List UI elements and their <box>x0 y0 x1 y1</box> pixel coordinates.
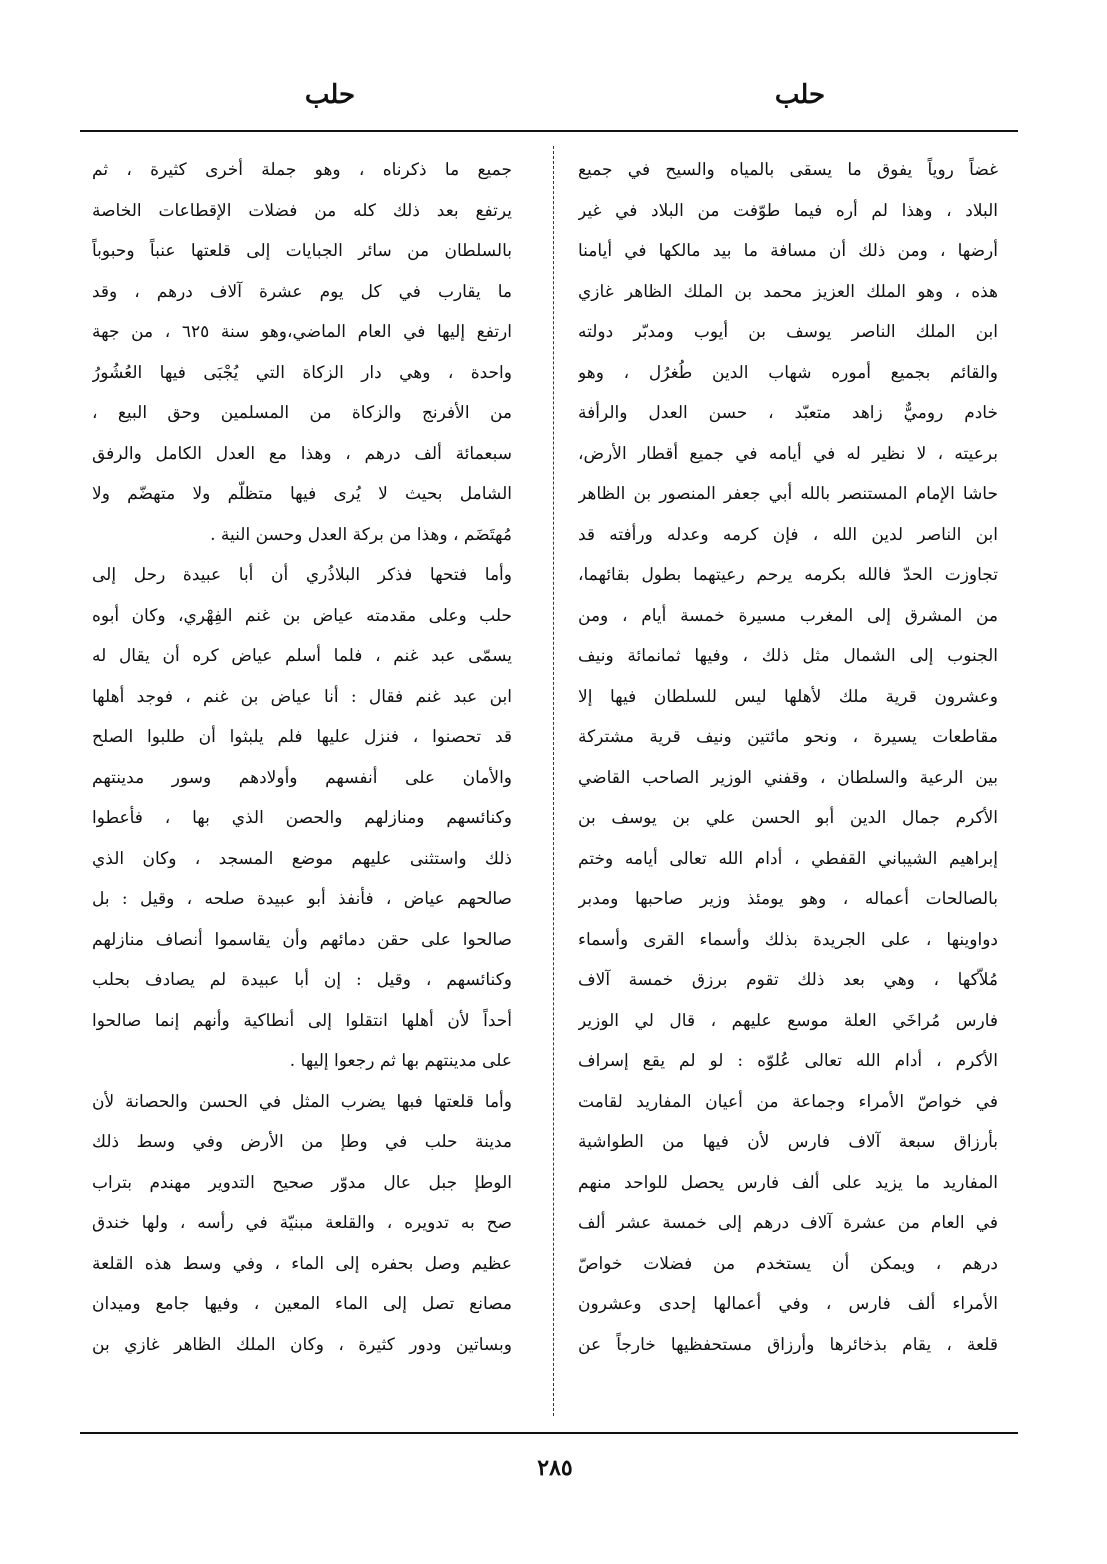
running-header-left: حلب <box>304 80 356 110</box>
text-line: وأما قلعتها فبها يضرب المثل في الحسن والحصانة لأن <box>92 1091 512 1112</box>
text-line: غضاً روياً يفوق ما يسقى بالمياه والسيح في جميع <box>578 160 998 180</box>
text-line: ابن الملك الناصر يوسف بن أيوب ومدبّر دولته <box>578 322 998 342</box>
text-line: في خواصّ الأمراء وجماعة من أعيان المفاريد لقامت <box>578 1091 998 1112</box>
text-line: أحداً لأن أهلها انتقلوا إلى أنطاكية وأنهم إنما صالحوا <box>92 1010 512 1031</box>
text-line: وعشرون قرية ملك لأهلها ليس للسلطان فيها إلا <box>578 686 998 707</box>
text-line: برعيته ، لا نظير له في أيامه في جميع أقطار الأرض، <box>578 443 998 464</box>
text-line: الأكرم ، أدام الله تعالى عُلوّه : لو لم يقع إسراف <box>578 1051 998 1071</box>
footer-rule <box>80 1432 1018 1434</box>
text-line: تجاوزت الحدّ فالله بكرمه يرحم رعيتهما بطول بقائهما، <box>578 565 998 585</box>
text-line: مقاطعات يسيرة ، ونحو مائتين ونيف قرية مشتركة <box>578 727 998 747</box>
column-divider <box>553 146 554 1416</box>
text-line: من المشرق إلى المغرب مسيرة خمسة أيام ، ومن <box>578 605 998 626</box>
text-line: ابن الناصر لدين الله ، فإن كرمه وعدله ورأفته قد <box>578 524 998 545</box>
text-line: يسمّى عبد غنم ، فلما أسلم عياض كره أن يقال له <box>92 646 512 666</box>
text-line: المفاريد ما يزيد على ألف فارس يحصل للواحد منهم <box>578 1172 998 1193</box>
text-line: جميع ما ذكرناه ، وهو جملة أخرى كثيرة ، ثم <box>92 160 512 180</box>
text-line: سبعمائة ألف درهم ، وهذا مع العدل الكامل والرفق <box>92 443 512 464</box>
text-line: وكنائسهم ، وقيل : إن أبا عبيدة لم يصادف بحلب <box>92 970 512 990</box>
text-line: هذه ، وهو الملك العزيز محمد بن الملك الظاهر غازي <box>578 281 998 302</box>
text-line: الوطإ جبل عال مدوّر صحيح التدوير مهندم بتراب <box>92 1172 512 1193</box>
text-line: صح به تدويره ، والقلعة مبنيّة في رأسه ، ولها خندق <box>92 1213 512 1233</box>
text-line: على مدينتهم بها ثم رجعوا إليها . <box>289 1051 512 1071</box>
text-line: وبساتين ودور كثيرة ، وكان الملك الظاهر غازي بن <box>92 1334 512 1355</box>
text-line: ما يقارب في كل يوم عشرة آلاف درهم ، وقد <box>92 281 512 302</box>
text-line: مدينة حلب في وطإ من الأرض وفي وسط ذلك <box>92 1132 512 1152</box>
header-rule <box>80 130 1018 132</box>
text-line: قد تحصنوا ، فنزل عليها فلم يلبثوا أن طلبوا الصلح <box>92 727 512 747</box>
text-line: وأما فتحها فذكر البلاذُري أن أبا عبيدة رحل إلى <box>92 565 512 585</box>
text-line: الأكرم جمال الدين أبو الحسن علي بن يوسف بن <box>578 808 998 828</box>
text-line: مُلاّكها ، وهي بعد ذلك تقوم برزق خمسة آلاف <box>578 970 998 990</box>
running-header-right: حلب <box>774 80 826 110</box>
text-line: والأمان على أنفسهم وأولادهم وسور مدينتهم <box>92 767 512 788</box>
right-text-column <box>578 150 998 1420</box>
text-line: إبراهيم الشيباني القفطي ، أدام الله تعالى أيامه وختم <box>578 848 998 869</box>
text-line: البلاد ، وهذا لم أره فيما طوّفت من البلاد في غير <box>578 200 998 221</box>
text-line: ابن عبد غنم فقال : أنا عياض بن غنم ، فوجد أهلها <box>92 686 512 707</box>
text-line: بأرزاق سبعة آلاف فارس لأن فيها من الطواشية <box>578 1132 998 1152</box>
text-line: ارتفع إليها في العام الماضي،وهو سنة ٦٢٥ ، من جهة <box>92 322 512 342</box>
text-line: قلعة ، يقام بذخائرها وأرزاق مستحفظيها خارجاً عن <box>578 1334 998 1355</box>
text-line: من الأفرنج والزكاة من المسلمين وحق البيع ، <box>92 403 512 423</box>
text-line: أرضها ، ومن ذلك أن مسافة ما بيد مالكها في أيامنا <box>578 241 998 261</box>
text-line: الشامل بحيث لا يُرى فيها متظلّم ولا متهضّم ولا <box>92 484 512 504</box>
text-line: والقائم بجميع أموره شهاب الدين طُغرُل ، وهو <box>578 362 998 383</box>
text-line: في العام من عشرة آلاف درهم إلى خمسة عشر ألف <box>578 1213 998 1233</box>
text-line: دواوينها ، على الجريدة بذلك وأسماء القرى وأسماء <box>578 929 998 950</box>
text-line: يرتفع بعد ذلك كله من فضلات الإقطاعات الخاصة <box>92 200 512 221</box>
page-number: ٢٨٥ <box>537 1455 573 1481</box>
text-line: وكنائسهم ومنازلهم والحصن الذي بها ، فأعطوا <box>92 808 512 828</box>
text-line: بالصالحات أعماله ، وهو يومئذ وزير صاحبها ومدبر <box>578 889 998 909</box>
text-line: الأمراء ألف فارس ، وفي أعمالها إحدى وعشرون <box>578 1294 998 1314</box>
text-line: فارس مُراخَي العلة موسع عليهم ، قال لي الوزير <box>578 1010 998 1031</box>
text-line: خادم روميٌّ زاهد متعبّد ، حسن العدل والرأفة <box>578 403 998 423</box>
left-text-column <box>92 150 512 1420</box>
text-line: صالحهم عياض ، فأنفذ أبو عبيدة صلحه ، وقيل : بل <box>92 889 512 909</box>
text-line: مصانع تصل إلى الماء المعين ، وفيها جامع وميدان <box>92 1294 512 1314</box>
text-line: بالسلطان من سائر الجبايات إلى قلعتها عنباً وحبوباً <box>92 241 512 261</box>
text-line: صالحوا على حقن دمائهم وأن يقاسموا أنصاف منازلهم <box>92 929 512 950</box>
text-line: واحدة ، وهي دار الزكاة التي يُجْبَى فيها العُشُورُ <box>92 362 512 383</box>
text-line: ذلك واستثنى عليهم موضع المسجد ، وكان الذي <box>92 848 512 869</box>
text-line: حلب وعلى مقدمته عياض بن غنم الفِهْري، وكان أبوه <box>92 605 512 626</box>
text-line: حاشا الإمام المستنصر بالله أبي جعفر المنصور بن الظاهر <box>578 484 998 504</box>
text-line: بين الرعية والسلطان ، وقفني الوزير الصاحب القاضي <box>578 767 998 788</box>
text-line: درهم ، ويمكن أن يستخدم من فضلات خواصّ <box>578 1253 998 1274</box>
text-line: الجنوب إلى الشمال مثل ذلك ، وفيها ثمانمائة ونيف <box>578 646 998 666</box>
text-line: عظيم وصل بحفره إلى الماء ، وفي وسط هذه القلعة <box>92 1253 512 1274</box>
text-line: مُهتَضَم ، وهذا من بركة العدل وحسن النية . <box>210 524 512 545</box>
